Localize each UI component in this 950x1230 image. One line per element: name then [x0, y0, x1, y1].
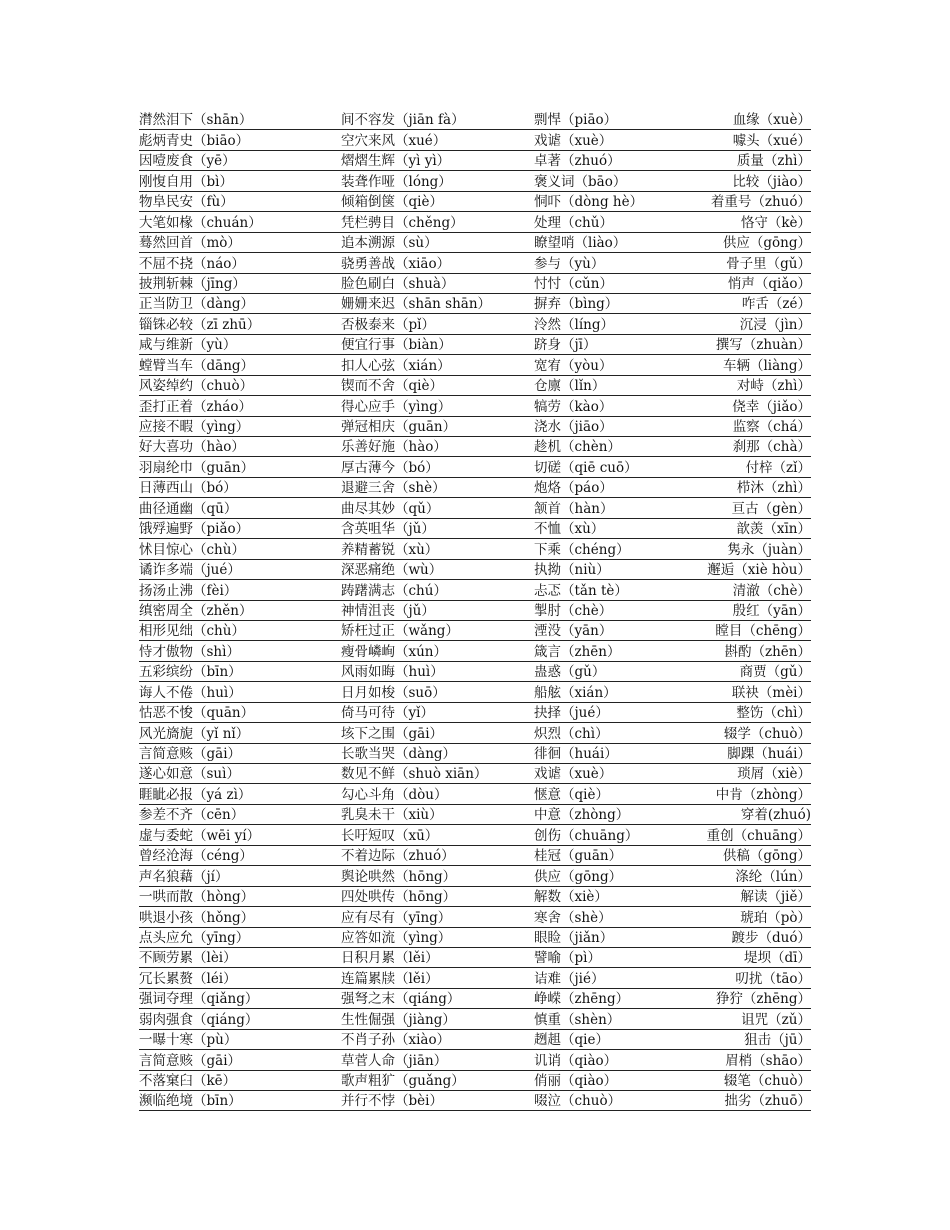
- vocab-entry: 譬喻（pì）: [534, 950, 601, 967]
- vocab-entry: 言简意赅（gāi）: [139, 746, 242, 762]
- vocab-entry: 装聋作哑（lóng）: [341, 173, 452, 190]
- vocab-entry: 潸然泪下（shān）: [139, 112, 253, 129]
- vocab-entry: 隽永（juàn）: [727, 541, 811, 558]
- vocab-entry: 撰写（zhuàn）: [715, 337, 811, 354]
- table-row: [139, 744, 811, 764]
- vocab-entry: 不肖子孙（xiào）: [341, 1032, 451, 1049]
- vocab-entry: 商贾（gǔ）: [739, 664, 811, 681]
- table-row: [139, 233, 811, 253]
- vocab-entry: 下乘（chéng）: [534, 541, 630, 558]
- vocab-entry: 蓦然回首（mò）: [139, 235, 241, 252]
- vocab-entry: 勾心斗角（dòu）: [341, 786, 448, 803]
- vocab-entry: 螳臂当车（dāng）: [139, 357, 255, 374]
- vocab-entry: 供应（gōng）: [722, 235, 811, 252]
- vocab-entry: 辍笔（chuò）: [723, 1073, 811, 1089]
- vocab-entry: 深恶痛绝（wù）: [341, 562, 443, 579]
- vocab-entry: 恪守（kè）: [740, 214, 811, 231]
- vocab-entry: 峥嵘（zhēng）: [534, 991, 630, 1008]
- vocab-entry: 空穴来风（xué）: [341, 132, 447, 149]
- table-row: [139, 110, 811, 130]
- vocab-entry: 连篇累牍（lěi）: [341, 970, 439, 987]
- table-row: [139, 948, 811, 968]
- vocab-entry: 整饬（chì）: [736, 705, 811, 722]
- vocab-entry: 趁机（chèn）: [534, 439, 621, 456]
- vocab-entry: 抉择（jué）: [534, 705, 609, 722]
- vocab-entry: 中意（zhòng）: [534, 807, 630, 824]
- vocab-entry: 养精蓄锐（xù）: [341, 541, 439, 558]
- vocab-entry: 供稿（gōng）: [722, 848, 811, 865]
- vocab-entry: 着重号（zhuó）: [710, 194, 811, 211]
- vocab-entry: 泠然（líng）: [534, 316, 614, 333]
- vocab-entry: 长吁短叹（xū）: [341, 827, 439, 844]
- vocab-entry: 好大喜功（hào）: [139, 439, 245, 456]
- table-row: [139, 151, 811, 171]
- vocab-entry: 啜泣（chuò）: [534, 1093, 622, 1110]
- vocab-entry: 船舷（xián）: [534, 684, 617, 701]
- vocab-entry: 不恤（xù）: [534, 521, 605, 538]
- vocab-entry: 咸与维新（yù）: [139, 337, 237, 354]
- vocab-entry: 声名狼藉（jí）: [139, 868, 229, 885]
- vocab-entry: 谲诈多端（jué）: [139, 562, 241, 579]
- vocab-entry: 锱铢必较（zī zhū）: [139, 316, 261, 333]
- vocab-entry: 炽烈（chì）: [534, 725, 609, 742]
- vocab-entry: 栉沐（zhì）: [736, 480, 811, 497]
- vocab-entry: 否极泰来（pǐ）: [341, 316, 435, 333]
- vocab-entry: 叨扰（tāo）: [735, 970, 811, 987]
- vocab-entry: 刚愎自用（bì）: [139, 173, 233, 190]
- vocab-entry: 车辆（liàng）: [722, 357, 811, 374]
- vocab-entry: 恃才傲物（shì）: [139, 643, 240, 660]
- table-row: [139, 784, 811, 804]
- table-row: [139, 682, 811, 702]
- table-row: [139, 457, 811, 477]
- vocab-entry: 忖忖（cǔn）: [534, 275, 613, 292]
- vocab-entry: 一哄而散（hòng）: [139, 889, 255, 906]
- vocab-entry: 长歌当哭（dàng）: [341, 746, 457, 762]
- vocab-entry: 瞠目（chēng）: [715, 623, 811, 640]
- vocab-entry: 得心应手（yìng）: [341, 398, 452, 415]
- vocab-entry: 琐屑（xiè）: [737, 766, 811, 783]
- vocab-entry: 付梓（zǐ）: [745, 459, 811, 476]
- table-row: [139, 212, 811, 232]
- vocab-entry: 饿殍遍野（piǎo）: [139, 521, 250, 538]
- vocab-entry: 对峙（zhì）: [736, 378, 811, 395]
- vocab-entry: 风光旖旎（yǐ nǐ）: [139, 725, 250, 742]
- vocab-entry: 狙击（jū）: [744, 1032, 811, 1049]
- vocab-entry: 卓著（zhuó）: [534, 153, 621, 170]
- vocab-entry: 含英咀华（jǔ）: [341, 521, 435, 538]
- vocab-entry: 仓廪（lǐn）: [534, 378, 606, 395]
- vocab-entry: 参差不齐（cēn）: [139, 807, 245, 824]
- table-row: [139, 621, 811, 641]
- vocab-entry: 歌声粗犷（guǎng）: [341, 1073, 465, 1089]
- vocab-entry: 彪炳青史（biāo）: [139, 132, 250, 149]
- vocab-entry: 歪打正着（zháo）: [139, 398, 252, 415]
- table-row: [139, 703, 811, 723]
- table-row: [139, 437, 811, 457]
- vocab-entry: 讥诮（qiào）: [534, 1052, 618, 1069]
- vocab-entry: 诅咒（zǔ）: [741, 1011, 811, 1028]
- table-row: [139, 417, 811, 437]
- vocab-entry: 慎重（shèn）: [534, 1011, 621, 1028]
- vocab-entry: 瞭望哨（liào）: [534, 235, 627, 252]
- table-row: [139, 1030, 811, 1050]
- vocab-entry: 曲径通幽（qū）: [139, 500, 238, 517]
- vocab-entry: 风姿绰约（chuò）: [139, 378, 254, 395]
- vocab-entry: 弹冠相庆（guān）: [341, 419, 457, 435]
- vocab-entry: 物阜民安（fù）: [139, 194, 234, 211]
- vocab-entry: 穿着(zhuó): [740, 807, 811, 824]
- table-row: [139, 641, 811, 661]
- vocab-entry: 褒义词（bāo）: [534, 173, 627, 190]
- table-row: [139, 764, 811, 784]
- vocab-entry: 舆论哄然（hōng）: [341, 868, 457, 885]
- vocab-entry: 邂逅（xiè hòu）: [707, 562, 811, 579]
- vocab-entry: 四处哄传（hōng）: [341, 889, 457, 906]
- table-row: [139, 866, 811, 886]
- table-row: [139, 519, 811, 539]
- table-row: [139, 662, 811, 682]
- vocab-entry: 炮烙（páo）: [534, 480, 613, 497]
- table-row: [139, 294, 811, 314]
- vocab-entry: 创伤（chuāng）: [534, 827, 639, 844]
- vocab-entry: 矫枉过正（wǎng）: [341, 623, 459, 640]
- vocab-entry: 侥幸（jiǎo）: [732, 398, 811, 415]
- table-row: [139, 130, 811, 150]
- vocab-entry: 狰狞（zhēng）: [715, 991, 811, 1008]
- vocab-entry: 草菅人命（jiān）: [341, 1052, 448, 1069]
- vocab-entry: 因噎废食（yē）: [139, 153, 236, 170]
- vocab-entry: 曲尽其妙（qǔ）: [341, 500, 440, 517]
- vocab-entry: 日薄西山（bó）: [139, 480, 237, 497]
- vocab-entry: 俏丽（qiào）: [534, 1073, 618, 1089]
- vocab-entry: 倚马可待（yǐ）: [341, 705, 434, 722]
- vocab-entry: 切磋（qiē cuō）: [534, 459, 638, 476]
- vocab-entry: 犒劳（kào）: [534, 398, 613, 415]
- vocab-entry: 扬汤止沸（fèi）: [139, 582, 238, 599]
- vocab-entry: 歆羡（xīn）: [736, 521, 811, 538]
- vocab-entry: 咋舌（zé）: [741, 296, 811, 313]
- table-row: [139, 253, 811, 273]
- vocab-entry: 琥珀（pò）: [740, 909, 811, 926]
- table-row: [139, 887, 811, 907]
- vocab-entry: 强词夺理（qiǎng）: [139, 991, 259, 1008]
- vocab-entry: 重创（chuāng）: [706, 827, 811, 844]
- vocab-entry: 瘦骨嶙峋（xún）: [341, 643, 448, 660]
- vocab-entry: 便宜行事（biàn）: [341, 337, 452, 354]
- vocab-entry: 缜密周全（zhěn）: [139, 602, 253, 619]
- vocab-entry: 怵目惊心（chù）: [139, 541, 245, 558]
- vocab-entry: 哄退小孩（hǒng）: [139, 909, 255, 926]
- vocab-entry: 趔趄（qie）: [534, 1032, 609, 1049]
- table-row: [139, 968, 811, 988]
- vocab-entry: 乳臭未干（xiù）: [341, 807, 443, 824]
- vocab-entry: 诲人不倦（huì）: [139, 684, 242, 701]
- vocab-entry: 联袂（mèi）: [731, 684, 811, 701]
- pinyin-vocabulary-table: [139, 110, 811, 1111]
- vocab-entry: 应接不暇（yìng）: [139, 419, 250, 435]
- vocab-entry: 羽扇纶巾（guān）: [139, 459, 255, 476]
- vocab-entry: 拙劣（zhuō）: [724, 1093, 811, 1110]
- table-row: [139, 723, 811, 743]
- vocab-entry: 大笔如椽（chuán）: [139, 214, 262, 231]
- table-row: [139, 376, 811, 396]
- table-row: [139, 539, 811, 559]
- table-row: [139, 1071, 811, 1091]
- vocab-entry: 弱肉强食（qiáng）: [139, 1011, 259, 1028]
- vocab-entry: 掣肘（chè）: [534, 602, 613, 619]
- table-row: [139, 314, 811, 334]
- vocab-entry: 追本溯源（sù）: [341, 235, 438, 252]
- vocab-entry: 冗长累赘（léi）: [139, 970, 237, 987]
- vocab-entry: 眉梢（shāo）: [725, 1052, 811, 1069]
- vocab-entry: 骁勇善战（xiāo）: [341, 255, 451, 272]
- vocab-entry: 辍学（chuò）: [723, 725, 811, 742]
- vocab-entry: 戏谑（xuè）: [534, 766, 613, 783]
- vocab-entry: 厚古薄今（bó）: [341, 459, 439, 476]
- table-row: [139, 846, 811, 866]
- vocab-entry: 言简意赅（gāi）: [139, 1052, 242, 1069]
- vocab-entry: 骨子里（gǔ）: [726, 255, 811, 272]
- vocab-entry: 凭栏骋目（chěng）: [341, 214, 464, 231]
- vocab-entry: 蛊惑（gǔ）: [534, 664, 606, 681]
- table-row: [139, 1091, 811, 1111]
- vocab-entry: 宽宥（yòu）: [534, 357, 613, 374]
- vocab-entry: 应答如流（yìng）: [341, 929, 452, 946]
- vocab-entry: 风雨如晦（huì）: [341, 664, 444, 681]
- vocab-entry: 不着边际（zhuó）: [341, 848, 455, 865]
- vocab-entry: 刹那（chà）: [732, 439, 811, 456]
- vocab-entry: 应有尽有（yīng）: [341, 909, 452, 926]
- vocab-entry: 睚眦必报（yá zì）: [139, 786, 252, 803]
- vocab-entry: 堤坝（dī）: [744, 950, 811, 967]
- vocab-entry: 比较（jiào）: [732, 173, 811, 190]
- vocab-entry: 噱头（xué）: [732, 132, 811, 149]
- vocab-entry: 执拗（niù）: [534, 562, 610, 579]
- vocab-entry: 脸色刷白（shuà）: [341, 275, 455, 292]
- vocab-entry: 剽悍（piāo）: [534, 112, 618, 129]
- vocab-entry: 惬意（qiè）: [534, 786, 609, 803]
- table-row: [139, 580, 811, 600]
- vocab-entry: 箴言（zhēn）: [534, 643, 621, 660]
- vocab-entry: 供应（gōng）: [534, 868, 623, 885]
- vocab-entry: 踱步（duó）: [731, 929, 811, 946]
- vocab-entry: 披荆斩棘（jīng）: [139, 275, 246, 292]
- vocab-entry: 数见不鲜（shuò xiān）: [341, 766, 488, 783]
- vocab-entry: 跻身（jī）: [534, 337, 597, 354]
- vocab-entry: 生性倔强（jiàng）: [341, 1011, 456, 1028]
- table-row: [139, 274, 811, 294]
- vocab-entry: 悄声（qiǎo）: [727, 275, 811, 292]
- vocab-entry: 解读（jiě）: [740, 889, 811, 906]
- vocab-entry: 戏谑（xuè）: [534, 132, 613, 149]
- vocab-entry: 沉浸（jìn）: [739, 316, 811, 333]
- vocab-entry: 倾箱倒箧（qiè）: [341, 194, 443, 211]
- vocab-entry: 虚与委蛇（wēi yí）: [139, 827, 261, 844]
- vocab-entry: 寒舍（shè）: [534, 909, 612, 926]
- table-row: [139, 1009, 811, 1029]
- vocab-entry: 中肯（zhòng）: [715, 786, 811, 803]
- vocab-entry: 恫吓（dòng hè）: [534, 194, 644, 211]
- table-row: [139, 928, 811, 948]
- vocab-entry: 垓下之围（gāi）: [341, 725, 444, 742]
- vocab-entry: 斟酌（zhēn）: [724, 643, 811, 660]
- vocab-entry: 乐善好施（hào）: [341, 439, 447, 456]
- vocab-entry: 五彩缤纷（bīn）: [139, 664, 242, 681]
- vocab-entry: 曾经沧海（céng）: [139, 848, 253, 865]
- table-row: [139, 171, 811, 191]
- vocab-entry: 浇水（jiāo）: [534, 419, 613, 435]
- table-row: [139, 805, 811, 825]
- vocab-entry: 退避三舍（shè）: [341, 480, 446, 497]
- vocab-entry: 不屈不挠（náo）: [139, 255, 245, 272]
- vocab-entry: 相形见绌（chù）: [139, 623, 245, 640]
- vocab-entry: 亘古（gèn）: [731, 500, 811, 517]
- table-row: [139, 192, 811, 212]
- table-row: [139, 907, 811, 927]
- vocab-entry: 质量（zhì）: [736, 153, 811, 170]
- vocab-entry: 处理（chǔ）: [534, 214, 613, 231]
- table-row: [139, 989, 811, 1009]
- vocab-entry: 扣人心弦（xián）: [341, 357, 451, 374]
- vocab-entry: 怙恶不悛（quān）: [139, 705, 255, 722]
- vocab-entry: 监察（chá）: [732, 419, 811, 435]
- vocab-entry: 桂冠（guān）: [534, 848, 623, 865]
- vocab-entry: 不落窠臼（kē）: [139, 1073, 237, 1089]
- vocab-entry: 殷红（yān）: [732, 602, 811, 619]
- vocab-entry: 濒临绝境（bīn）: [139, 1093, 242, 1110]
- vocab-entry: 间不容发（jiān fà）: [341, 112, 465, 129]
- table-row: [139, 396, 811, 416]
- table-row: [139, 478, 811, 498]
- vocab-entry: 徘徊（huái）: [534, 746, 618, 762]
- vocab-entry: 摒弃（bìng）: [534, 296, 619, 313]
- table-row: [139, 498, 811, 518]
- vocab-entry: 颔首（hàn）: [534, 500, 614, 517]
- vocab-entry: 日积月累（lěi）: [341, 950, 439, 967]
- vocab-entry: 解数（xiè）: [534, 889, 608, 906]
- vocab-entry: 参与（yù）: [534, 255, 605, 272]
- vocab-entry: 忐忑（tǎn tè）: [534, 582, 628, 599]
- vocab-entry: 熠熠生辉（yì yì）: [341, 153, 451, 170]
- vocab-entry: 姗姗来迟（shān shān）: [341, 296, 492, 313]
- table-row: [139, 601, 811, 621]
- vocab-entry: 脚踝（huái）: [727, 746, 811, 762]
- table-row: [139, 1050, 811, 1070]
- vocab-entry: 踌躇满志（chú）: [341, 582, 447, 599]
- vocab-entry: 神情沮丧（jǔ）: [341, 602, 435, 619]
- vocab-entry: 诘难（jié）: [534, 970, 605, 987]
- vocab-entry: 湮没（yān）: [534, 623, 613, 640]
- vocab-entry: 正当防卫（dàng）: [139, 296, 255, 313]
- vocab-entry: 涤纶（lún）: [735, 868, 811, 885]
- vocab-entry: 锲而不舍（qiè）: [341, 378, 443, 395]
- vocab-entry: 遂心如意（suì）: [139, 766, 240, 783]
- table-row: [139, 825, 811, 845]
- vocab-entry: 一曝十寒（pù）: [139, 1032, 238, 1049]
- table-row: [139, 335, 811, 355]
- table-row: [139, 560, 811, 580]
- vocab-entry: 血缘（xuè）: [732, 112, 811, 129]
- vocab-entry: 强弩之末（qiáng）: [341, 991, 461, 1008]
- vocab-entry: 日月如梭（suō）: [341, 684, 446, 701]
- table-row: [139, 355, 811, 375]
- vocab-entry: 并行不悖（bèi）: [341, 1093, 443, 1110]
- vocab-entry: 眼睑（jiǎn）: [534, 929, 614, 946]
- vocab-entry: 点头应允（yīng）: [139, 929, 250, 946]
- vocab-entry: 清澈（chè）: [732, 582, 811, 599]
- vocab-entry: 不顾劳累（lèi）: [139, 950, 237, 967]
